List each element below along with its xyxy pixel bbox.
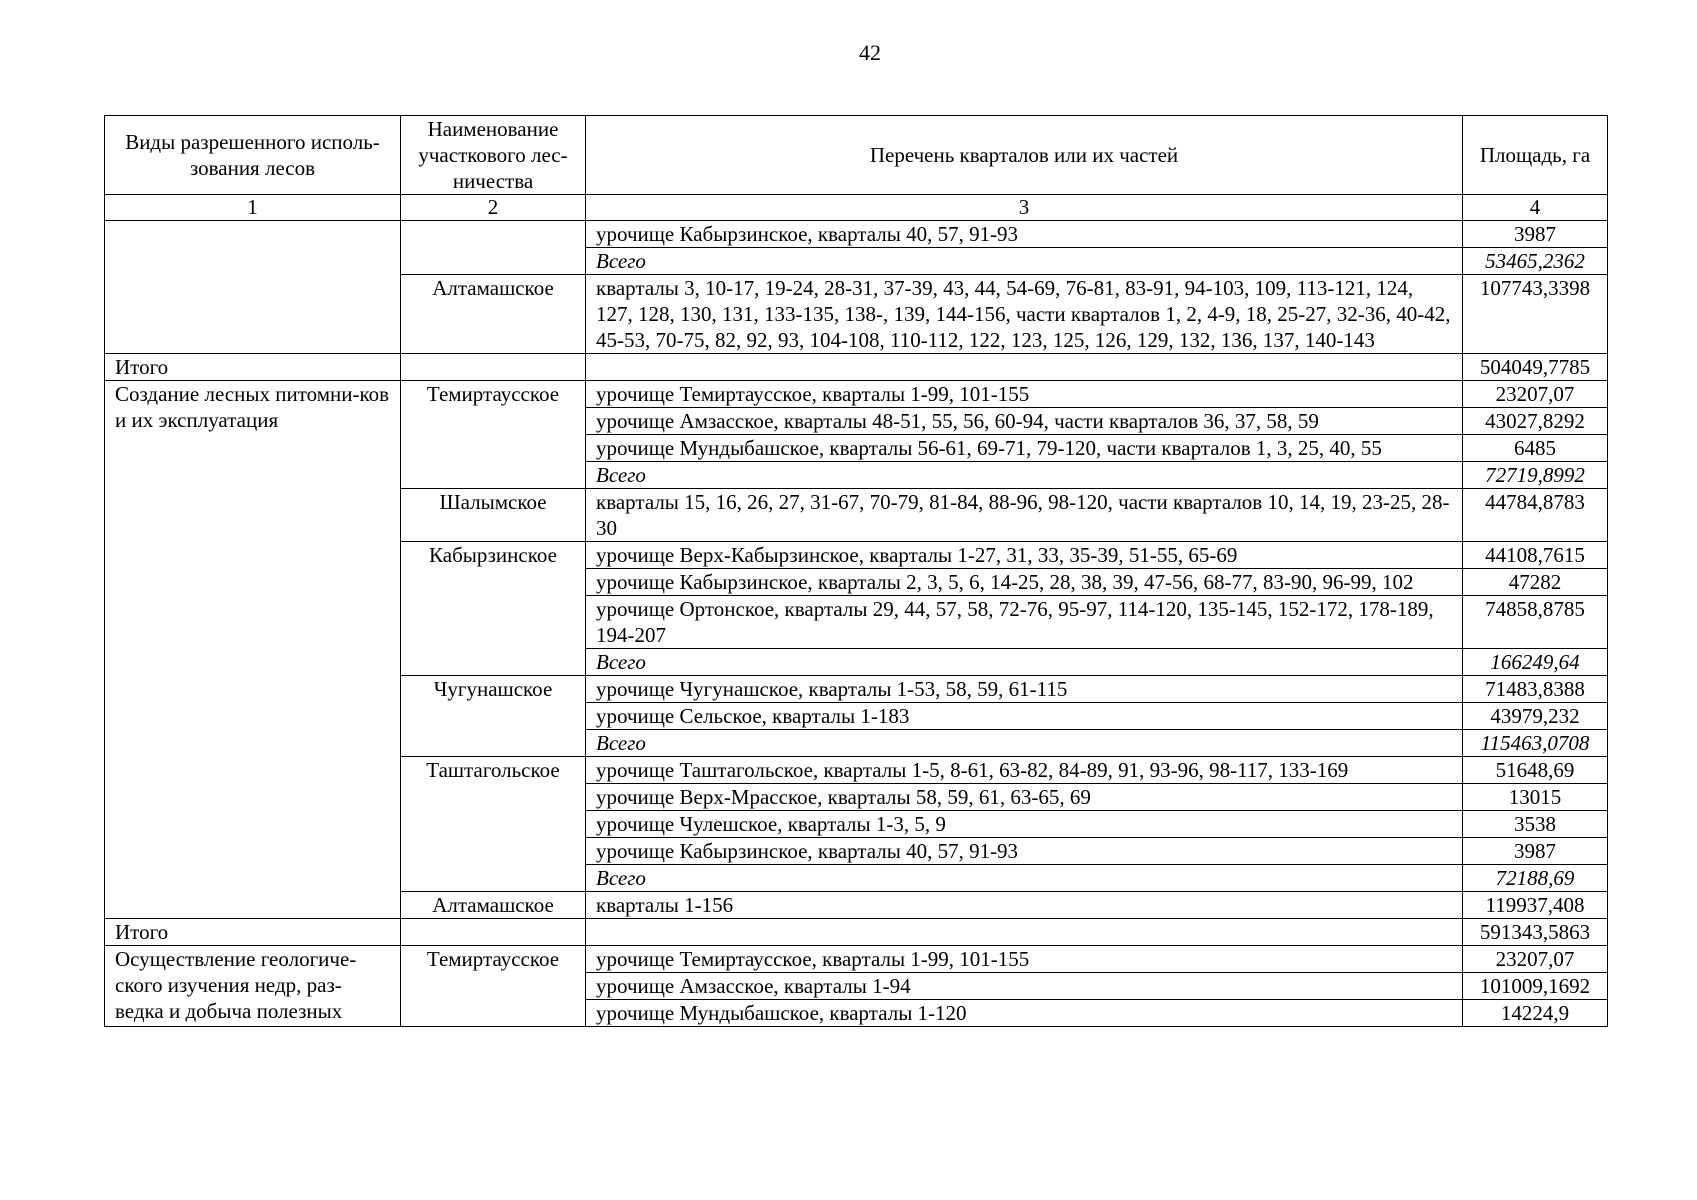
area-cell: 107743,3398 <box>1463 275 1608 354</box>
quarters-cell: урочище Мундыбашское, кварталы 56-61, 69-71, 79-120, части кварталов 1, 3, 25, 40, 55 <box>586 435 1463 462</box>
header-forestry-name: Наименование участкового лес-ничества <box>401 116 586 195</box>
table-row <box>105 946 1608 973</box>
use-cell: Создание лесных питомни-ков и их эксплуатация <box>105 381 401 919</box>
use-cell <box>105 221 401 354</box>
quarters-cell: кварталы 1-156 <box>586 892 1463 919</box>
quarters-cell: урочище Темиртаусское, кварталы 1-99, 101-155 <box>586 381 1463 408</box>
quarters-cell: кварталы 3, 10-17, 19-24, 28-31, 37-39, 43, 44, 54-69, 76-81, 83-91, 94-103, 109, 113-121, 124, 127, 128, 130, 131, 133-135, 138-, 139, 144-156, части кварталов 1, 2, 4-9, 18, 25-27, 32-36, 40-42, 45-53, 70-75, 82, 92, 93, 104-108, 110-112, 122, 123, 125, 126, 129, 132, 136, 137, 140-143 <box>586 275 1463 354</box>
use-cell: Осуществление геологиче-ского изучения недр, раз-ведка и добыча полезных <box>105 946 401 1027</box>
quarters-cell <box>586 919 1463 946</box>
area-cell: 51648,69 <box>1463 757 1608 784</box>
table-row <box>105 381 1608 408</box>
area-cell: 44784,8783 <box>1463 489 1608 542</box>
forestry-cell <box>401 919 586 946</box>
total-row <box>105 354 1608 381</box>
column-number: 3 <box>586 195 1463 221</box>
forestry-cell: Темиртаусское <box>401 946 586 1027</box>
forestry-cell <box>401 354 586 381</box>
area-cell: 6485 <box>1463 435 1608 462</box>
subtotal-label: Всего <box>586 248 1463 275</box>
quarters-cell <box>586 354 1463 381</box>
total-label: Итого <box>105 919 401 946</box>
page-number: 42 <box>859 40 881 65</box>
quarters-cell: урочище Кабырзинское, кварталы 40, 57, 91-93 <box>586 221 1463 248</box>
total-label: Итого <box>105 354 401 381</box>
forestry-cell: Алтамашское <box>401 892 586 919</box>
column-number: 1 <box>105 195 401 221</box>
quarters-cell: урочище Чулешское, кварталы 1-3, 5, 9 <box>586 811 1463 838</box>
forestry-cell: Шалымское <box>401 489 586 542</box>
header-forest-use: Виды разрешенного исполь-зования лесов <box>105 116 401 195</box>
quarters-cell: урочище Чугунашское, кварталы 1-53, 58, 59, 61-115 <box>586 676 1463 703</box>
forestry-cell: Кабырзинское <box>401 542 586 676</box>
subtotal-label: Всего <box>586 462 1463 489</box>
area-cell: 47282 <box>1463 569 1608 596</box>
area-cell: 23207,07 <box>1463 946 1608 973</box>
column-number: 2 <box>401 195 586 221</box>
quarters-cell: урочище Кабырзинское, кварталы 2, 3, 5, 6, 14-25, 28, 38, 39, 47-56, 68-77, 83-90, 96-99, 102 <box>586 569 1463 596</box>
quarters-cell: урочище Мундыбашское, кварталы 1-120 <box>586 1000 1463 1027</box>
quarters-cell: урочище Амзасское, кварталы 1-94 <box>586 973 1463 1000</box>
area-cell: 43027,8292 <box>1463 408 1608 435</box>
quarters-cell: урочище Амзасское, кварталы 48-51, 55, 56, 60-94, части кварталов 36, 37, 58, 59 <box>586 408 1463 435</box>
area-cell: 74858,8785 <box>1463 596 1608 649</box>
header-row <box>105 116 1608 195</box>
table-row <box>105 221 1608 248</box>
area-cell: 44108,7615 <box>1463 542 1608 569</box>
quarters-cell: урочище Таштагольское, кварталы 1-5, 8-61, 63-82, 84-89, 91, 93-96, 98-117, 133-169 <box>586 757 1463 784</box>
forestry-cell: Алтамашское <box>401 275 586 354</box>
subtotal-label: Всего <box>586 649 1463 676</box>
quarters-cell: урочище Кабырзинское, кварталы 40, 57, 91-93 <box>586 838 1463 865</box>
forestry-cell: Таштагольское <box>401 757 586 892</box>
subtotal-area: 166249,64 <box>1463 649 1608 676</box>
forestry-cell <box>401 221 586 275</box>
area-cell: 101009,1692 <box>1463 973 1608 1000</box>
area-cell: 43979,232 <box>1463 703 1608 730</box>
subtotal-label: Всего <box>586 730 1463 757</box>
quarters-cell: урочище Сельское, кварталы 1-183 <box>586 703 1463 730</box>
header-quarters-list: Перечень кварталов или их частей <box>586 116 1463 195</box>
subtotal-area: 115463,0708 <box>1463 730 1608 757</box>
area-cell: 119937,408 <box>1463 892 1608 919</box>
total-area: 591343,5863 <box>1463 919 1608 946</box>
subtotal-label: Всего <box>586 865 1463 892</box>
quarters-cell: урочище Верх-Мрасское, кварталы 58, 59, 61, 63-65, 69 <box>586 784 1463 811</box>
area-cell: 3987 <box>1463 838 1608 865</box>
area-cell: 13015 <box>1463 784 1608 811</box>
total-area: 504049,7785 <box>1463 354 1608 381</box>
area-cell: 23207,07 <box>1463 381 1608 408</box>
column-number-row <box>105 195 1608 221</box>
subtotal-area: 53465,2362 <box>1463 248 1608 275</box>
area-cell: 3987 <box>1463 221 1608 248</box>
quarters-cell: урочище Темиртаусское, кварталы 1-99, 101-155 <box>586 946 1463 973</box>
area-cell: 14224,9 <box>1463 1000 1608 1027</box>
subtotal-area: 72719,8992 <box>1463 462 1608 489</box>
forest-use-table <box>104 115 1608 1027</box>
column-number: 4 <box>1463 195 1608 221</box>
quarters-cell: урочище Ортонское, кварталы 29, 44, 57, 58, 72-76, 95-97, 114-120, 135-145, 152-172, 178-189, 194-207 <box>586 596 1463 649</box>
forestry-cell: Чугунашское <box>401 676 586 757</box>
header-area: Площадь, га <box>1463 116 1608 195</box>
quarters-cell: кварталы 15, 16, 26, 27, 31-67, 70-79, 81-84, 88-96, 98-120, части кварталов 10, 14, 19, 23-25, 28-30 <box>586 489 1463 542</box>
subtotal-area: 72188,69 <box>1463 865 1608 892</box>
area-cell: 3538 <box>1463 811 1608 838</box>
quarters-cell: урочище Верх-Кабырзинское, кварталы 1-27, 31, 33, 35-39, 51-55, 65-69 <box>586 542 1463 569</box>
area-cell: 71483,8388 <box>1463 676 1608 703</box>
forestry-cell: Темиртаусское <box>401 381 586 489</box>
total-row <box>105 919 1608 946</box>
